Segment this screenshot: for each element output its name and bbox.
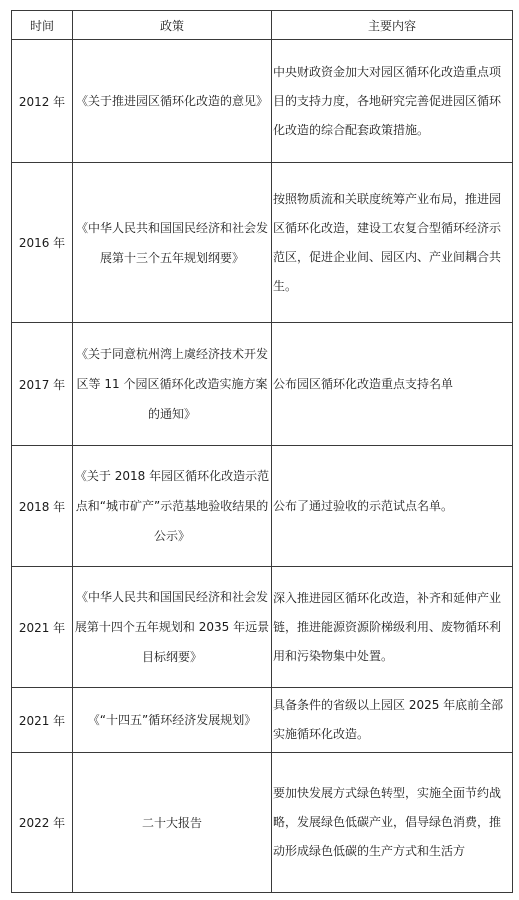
table-row (12, 323, 513, 446)
row-policy (73, 567, 272, 688)
row-content (272, 753, 513, 893)
row-year: 2012 年 (12, 40, 73, 163)
policy-table (11, 10, 513, 893)
row-content-text: 按照物质流和关联度统筹产业布局，推进园区循环化改造，建设工农复合型循环经济示范区，促进企业间、园区内、产业间耦合共生。 (273, 191, 502, 293)
row-year: 2022 年 (12, 753, 73, 893)
table-header-row (12, 11, 513, 40)
row-policy (73, 753, 272, 893)
row-policy-text: 《中华人民共和国国民经济和社会发展第十四个五年规划和 2035 年远景目标纲要》 (74, 590, 270, 664)
row-year: 2018 年 (12, 446, 73, 567)
row-policy (73, 323, 272, 446)
row-policy-text: 《关于同意杭州湾上虞经济技术开发区等 11 个园区循环化改造实施方案的通知》 (75, 347, 268, 421)
row-year: 2021 年 (12, 567, 73, 688)
row-content-text: 公布园区循环化改造重点支持名单 (273, 376, 454, 391)
header-content: 主要内容 (272, 11, 513, 40)
table-row (12, 567, 513, 688)
row-content-text: 公布了通过验收的示范试点名单。 (273, 498, 454, 513)
row-policy (73, 40, 272, 163)
row-policy-text: 《关于推进园区循环化改造的意见》 (75, 94, 268, 108)
header-policy: 政策 (73, 11, 272, 40)
table-row (12, 163, 513, 323)
row-content (272, 323, 513, 446)
row-content (272, 163, 513, 323)
row-policy (73, 446, 272, 567)
row-content (272, 567, 513, 688)
row-content (272, 40, 513, 163)
row-policy (73, 163, 272, 323)
header-time: 时间 (12, 11, 73, 40)
table-row (12, 753, 513, 893)
row-content-text: 中央财政资金加大对园区循环化改造重点项目的支持力度，各地研究完善促进园区循环化改造的综合配套政策措施。 (273, 64, 502, 137)
row-content-text: 具备条件的省级以上园区 2025 年底前全部实施循环化改造。 (273, 698, 504, 741)
row-policy-text: 《关于 2018 年园区循环化改造示范点和“城市矿产”示范基地验收结果的公示》 (74, 469, 270, 543)
row-year: 2021 年 (12, 688, 73, 753)
row-content (272, 688, 513, 753)
row-policy (73, 688, 272, 753)
table-row (12, 446, 513, 567)
table-row (12, 40, 513, 163)
row-policy-text: 《中华人民共和国国民经济和社会发展第十三个五年规划纲要》 (75, 220, 268, 265)
row-policy-text: 二十大报告 (141, 815, 202, 830)
row-content-text: 深入推进园区循环化改造，补齐和延伸产业链，推进能源资源阶梯级利用、废物循环利用和污染物集中处置。 (273, 590, 502, 663)
row-content (272, 446, 513, 567)
row-policy-text: 《“十四五”循环经济发展规划》 (87, 713, 257, 727)
row-year: 2017 年 (12, 323, 73, 446)
row-year: 2016 年 (12, 163, 73, 323)
row-content-text: 要加快发展方式绿色转型，实施全面节约战略，发展绿色低碳产业，倡导绿色消费，推动形成绿色低碳的生产方式和生活方 (273, 786, 502, 858)
table-row (12, 688, 513, 753)
